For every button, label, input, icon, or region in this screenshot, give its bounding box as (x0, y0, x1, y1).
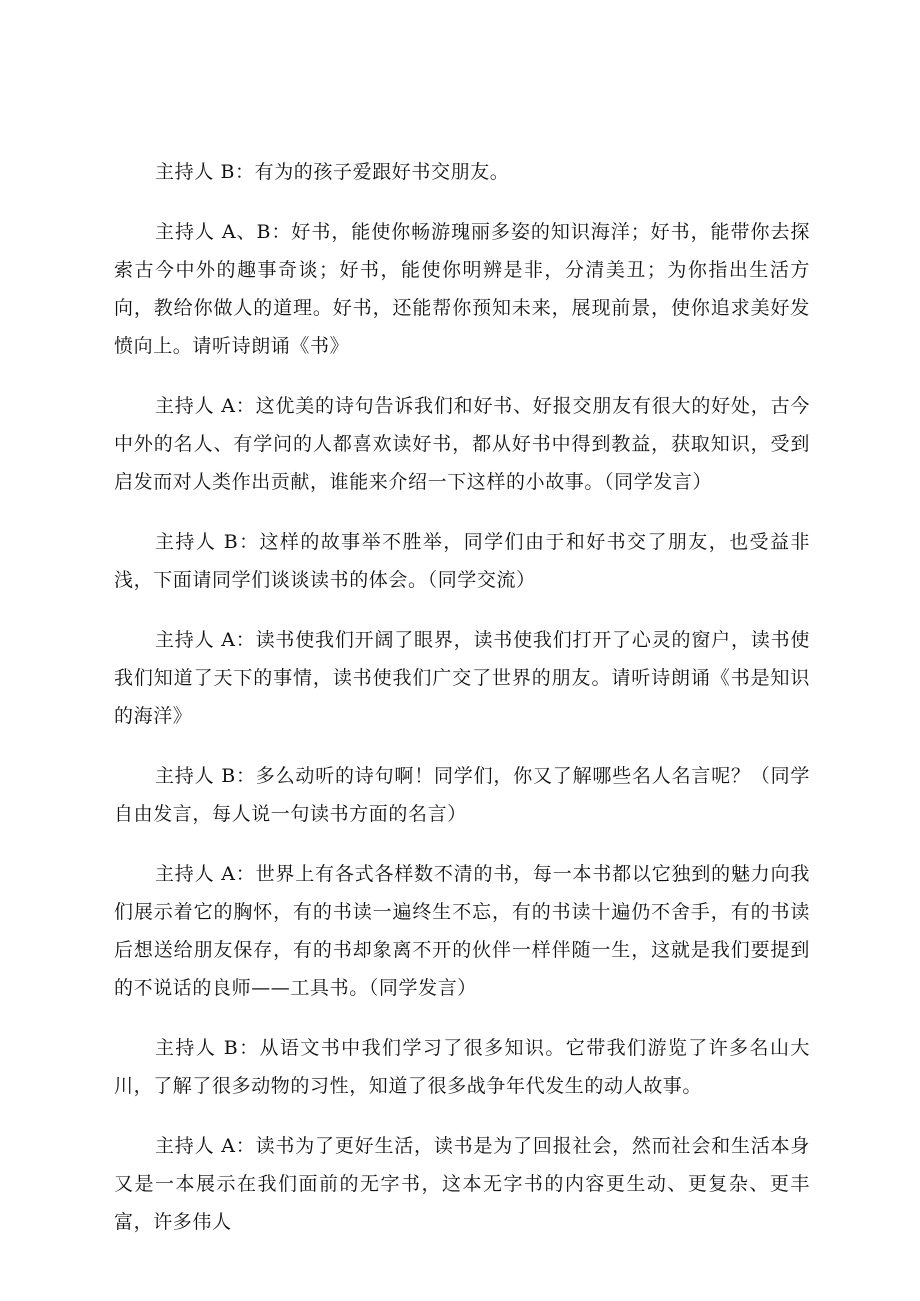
document-body (114, 153, 810, 1263)
paragraph-host-b-chinese-textbook: 主持人 B：从语文书中我们学习了很多知识。它带我们游览了许多名山大川，了解了很多动物的习性，知道了很多战争年代发生的动人故事。 (114, 1037, 810, 1097)
paragraph-host-a-reading-benefits: 主持人 A：读书使我们开阔了眼界，读书使我们打开了心灵的窗户，读书使我们知道了天下的事情，读书使我们广交了世界的朋友。请听诗朗诵《书是知识的海洋》 (114, 629, 810, 727)
paragraph-host-a-famous-people: 主持人 A：这优美的诗句告诉我们和好书、好报交朋友有很大的好处，古今中外的名人、有学问的人都喜欢读好书，都从好书中得到教益，获取知识，受到启发而对人类作出贡献，谁能来介绍一下这样的小故事。（同学发言） (114, 395, 810, 493)
paragraph-host-a-life-book: 主持人 A：读书为了更好生活，读书是为了回报社会，然而社会和生活本身又是一本展示在我们面前的无字书，这本无字书的内容更生动、更复杂、更丰富，许多伟人 (114, 1135, 810, 1233)
paragraph-host-b-reading-experience: 主持人 B：这样的故事举不胜举，同学们由于和好书交了朋友，也受益非浅，下面请同学们谈谈读书的体会。（同学交流） (114, 531, 810, 591)
paragraph-host-b-intro: 主持人 B：有为的孩子爱跟好书交朋友。 (155, 161, 510, 183)
paragraph-host-ab-good-books: 主持人 A、B：好书，能使你畅游瑰丽多姿的知识海洋；好书，能带你去探索古今中外的趣事奇谈；好书，能使你明辨是非，分清美丑；为你指出生活方向，教给你做人的道理。好书，还能帮你预知未来，展现前景，使你追求美好发愤向上。请听诗朗诵《书》 (114, 221, 810, 357)
paragraph-host-b-quotes: 主持人 B：多么动听的诗句啊！同学们，你又了解哪些名人名言呢？（同学自由发言，每人说一句读书方面的名言） (114, 765, 810, 825)
paragraph-host-a-reference-books: 主持人 A：世界上有各式各样数不清的书，每一本书都以它独到的魅力向我们展示着它的胸怀，有的书读一遍终生不忘，有的书读十遍仍不舍手，有的书读后想送给朋友保存，有的书却象离不开的伙伴一样伴随一生，这就是我们要提到的不说话的良师——工具书。（同学发言） (114, 863, 810, 999)
